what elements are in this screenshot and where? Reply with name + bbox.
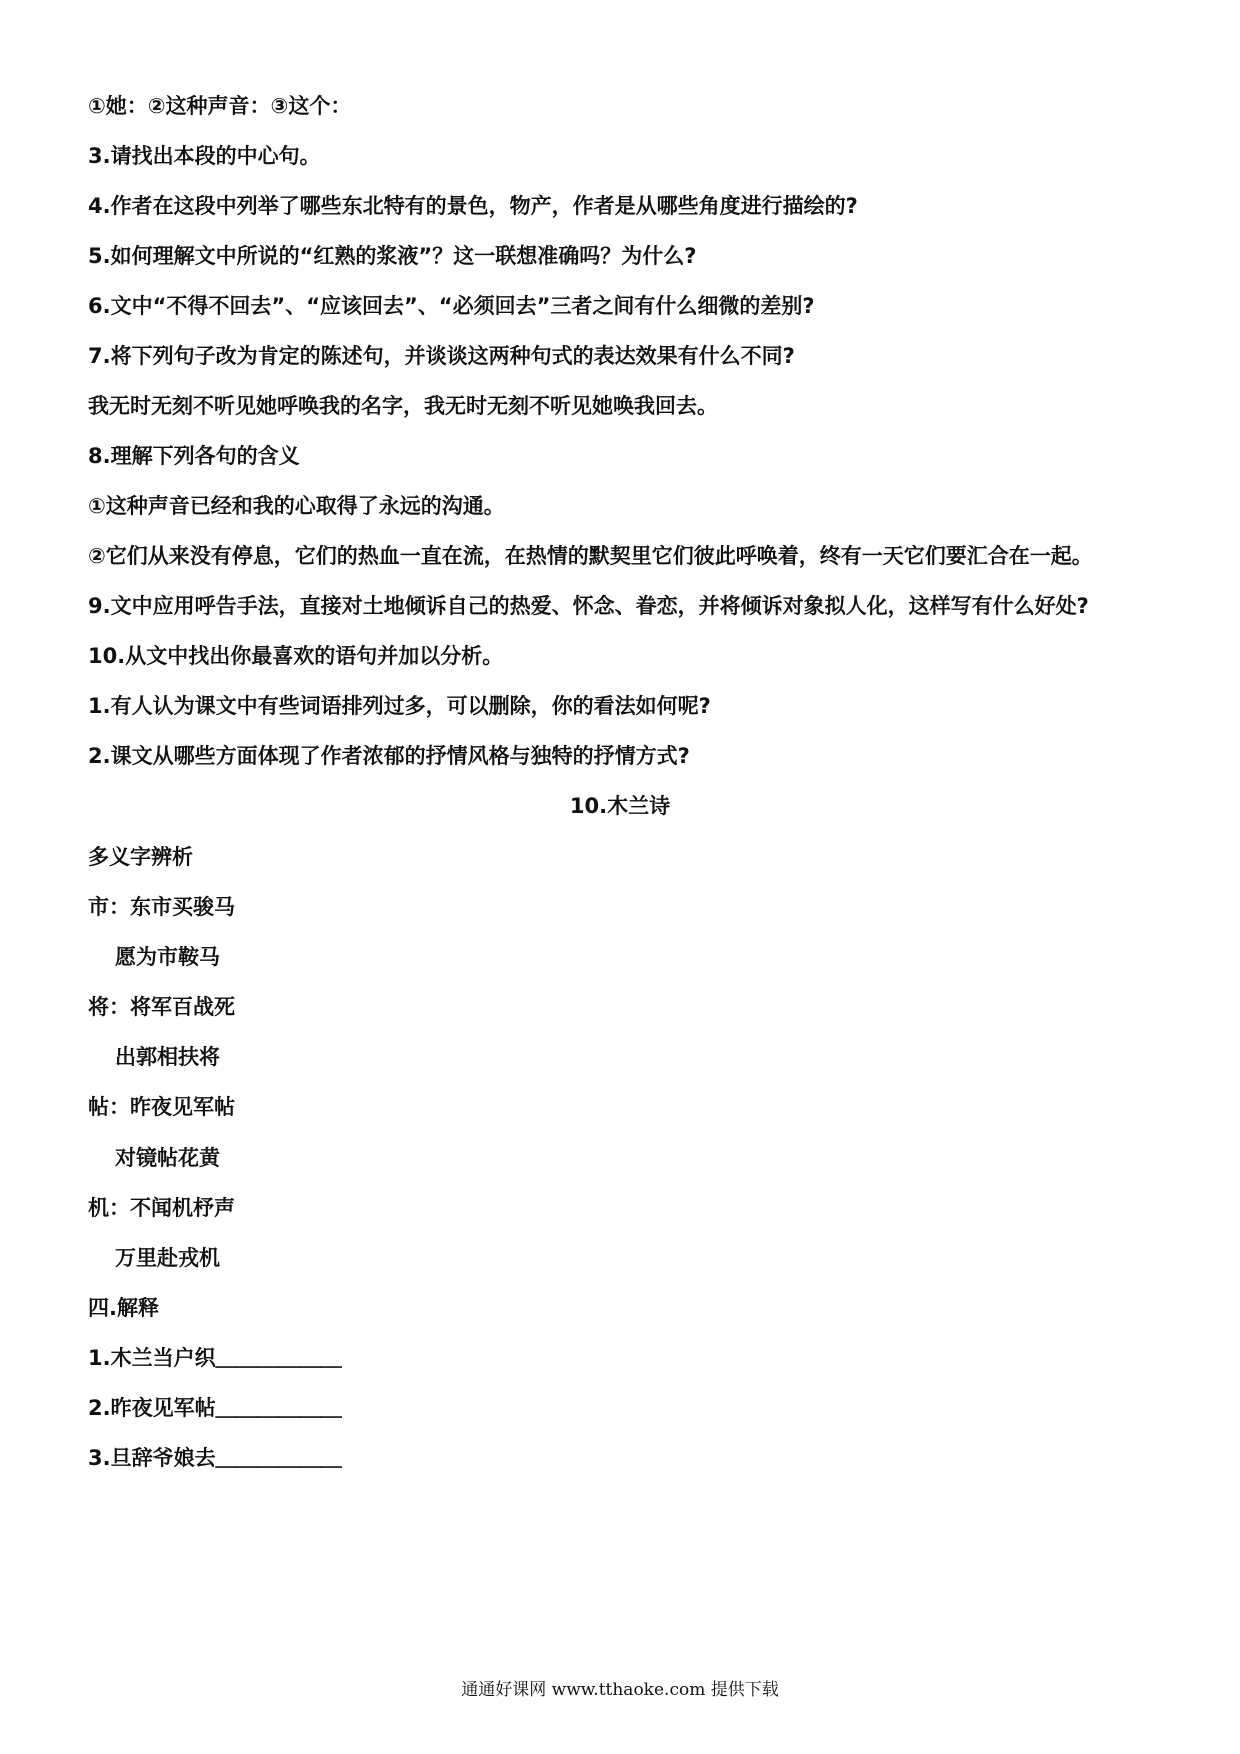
- explain-item-3: 3.旦辞爷娘去＿＿＿＿＿＿: [88, 1446, 342, 1470]
- explain-item-2: 2.昨夜见军帖＿＿＿＿＿＿: [88, 1396, 342, 1420]
- polysemy-heading: 多义字辨析: [88, 845, 193, 869]
- polysemy-item-head: 市：东市买骏马: [88, 895, 235, 919]
- polysemy-item-second: 愿为市鞍马: [115, 945, 220, 969]
- question-8-item-2: ②它们从来没有停息，它们的热血一直在流，在热情的默契里它们彼此呼唤着，终有一天它们要汇合在一起。: [88, 544, 1093, 568]
- section-title: 10.木兰诗: [569, 794, 671, 818]
- answer-line: ①她：②这种声音：③这个：: [88, 94, 352, 118]
- question-5: 5.如何理解文中所说的“红熟的浆液”？这一联想准确吗？为什么?: [88, 244, 697, 268]
- polysemy-item-head: 将：将军百战死: [88, 995, 235, 1019]
- explain-heading: 四.解释: [88, 1296, 159, 1320]
- question-10: 10.从文中找出你最喜欢的语句并加以分析。: [88, 644, 504, 668]
- question-8: 8.理解下列各句的含义: [88, 444, 300, 468]
- question-7: 7.将下列句子改为肯定的陈述句，并谈谈这两种句式的表达效果有什么不同?: [88, 344, 795, 368]
- polysemy-item-second: 对镜帖花黄: [115, 1146, 220, 1170]
- extension-question-1: 1.有人认为课文中有些词语排列过多，可以删除，你的看法如何呢?: [88, 694, 711, 718]
- question-6: 6.文中“不得不回去”、“应该回去”、“必须回去”三者之间有什么细微的差别?: [88, 294, 815, 318]
- explain-item-1: 1.木兰当户织＿＿＿＿＿＿: [88, 1346, 342, 1370]
- extension-question-2: 2.课文从哪些方面体现了作者浓郁的抒情风格与独特的抒情方式?: [88, 744, 690, 768]
- polysemy-item-second: 万里赴戎机: [115, 1246, 220, 1270]
- question-7-sentence: 我无时无刻不听见她呼唤我的名字，我无时无刻不听见她唤我回去。: [88, 394, 718, 418]
- question-3: 3.请找出本段的中心句。: [88, 144, 321, 168]
- page-footer: 通通好课网 www.tthaoke.com 提供下载: [461, 1680, 779, 1700]
- question-8-item-1: ①这种声音已经和我的心取得了永远的沟通。: [88, 494, 505, 518]
- question-9: 9.文中应用呼告手法，直接对土地倾诉自己的热爱、怀念、眷恋，并将倾诉对象拟人化，这样写有什么好处?: [88, 594, 1089, 618]
- polysemy-item-head: 机：不闻机杼声: [88, 1196, 235, 1220]
- question-4: 4.作者在这段中列举了哪些东北特有的景色，物产，作者是从哪些角度进行描绘的?: [88, 194, 858, 218]
- polysemy-item-second: 出郭相扶将: [115, 1045, 220, 1069]
- polysemy-item-head: 帖：昨夜见军帖: [88, 1095, 235, 1119]
